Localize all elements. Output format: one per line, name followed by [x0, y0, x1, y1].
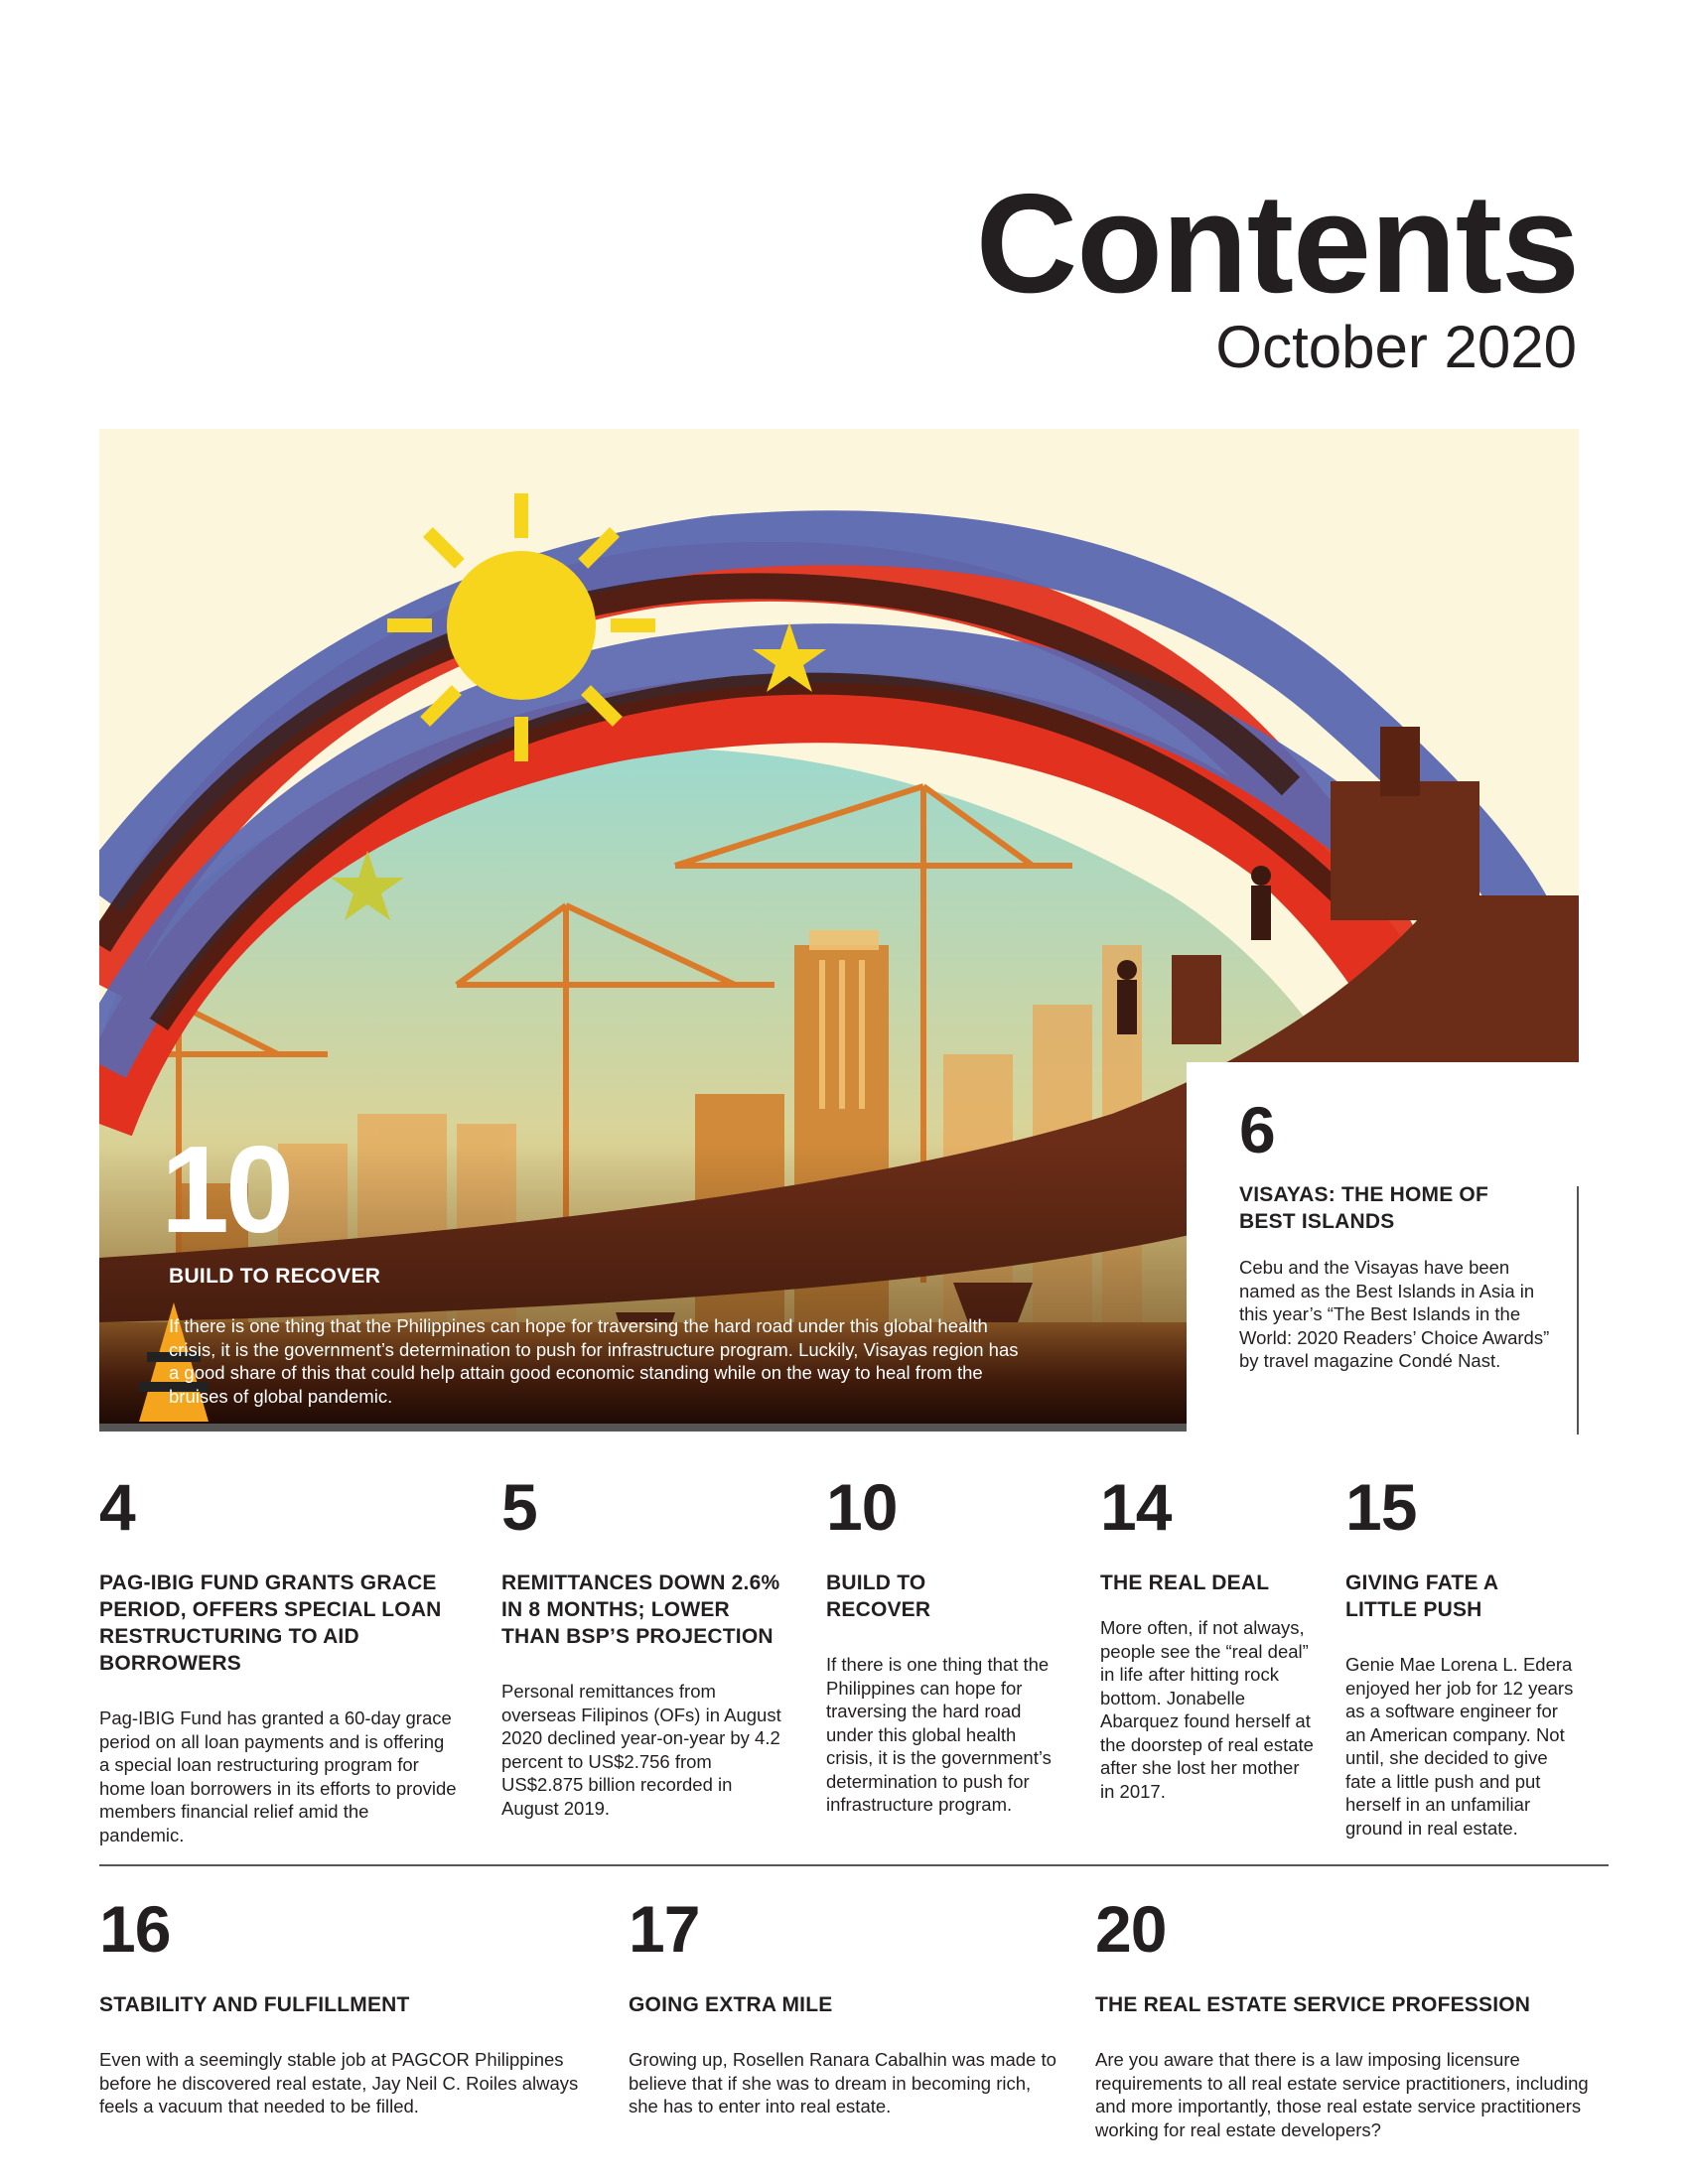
toc-heading: PAG-IBIG FUND GRANTS GRACE PERIOD, OFFERS SPECIAL LOAN RESTRUCTURING TO AID BORROWERS — [99, 1571, 442, 1675]
toc-entry[interactable] — [826, 1470, 1059, 1817]
toc-heading: REMITTANCES DOWN 2.6% IN 8 MONTHS; LOWER THAN BSP’S PROJECTION — [501, 1571, 780, 1648]
toc-page-number: 4 — [99, 1470, 135, 1544]
toc-page-number: 20 — [1095, 1892, 1167, 1966]
toc-page-number: 5 — [501, 1470, 537, 1544]
toc-heading: THE REAL ESTATE SERVICE PROFESSION — [1095, 1993, 1531, 2016]
toc-heading: STABILITY AND FULFILLMENT — [99, 1993, 410, 2016]
toc-heading: GIVING FATE A LITTLE PUSH — [1345, 1571, 1498, 1621]
toc-entry[interactable] — [1345, 1470, 1579, 1840]
toc-summary: Genie Mae Lorena L. Edera enjoyed her job for 12 years as a software engineer for an American company. Not until, she decided to give fate a little push and put herself in an unfamiliar ground in real estate. — [1345, 1654, 1574, 1839]
toc-summary: Personal remittances from overseas Filipinos (OFs) in August 2020 declined year-on-year by 4.2 percent to US$2.756 from US$2.875 billion recorded in August 2019. — [501, 1681, 781, 1819]
sidebar-body: Cebu and the Visayas have been named as the Best Islands in Asia in this year’s “The Best Islands in the World: 2020 Readers’ Choice Awards” by travel magazine Condé Nast. — [1239, 1257, 1550, 1371]
toc-page-number: 14 — [1100, 1470, 1172, 1544]
toc-summary: Pag-IBIG Fund has granted a 60-day grace period on all loan payments and is offering a special loan restructuring program for home loan borrowers in its efforts to provide members financial relief amid the pandemic. — [99, 1707, 457, 1845]
toc-entry[interactable] — [99, 1892, 586, 2118]
toc-heading: THE REAL DEAL — [1100, 1571, 1270, 1594]
toc-summary: If there is one thing that the Philippines can hope for traversing the hard road under this global health crisis, it is the government’s determination to push for infrastructure program. — [826, 1654, 1052, 1815]
page-title: Contents — [975, 165, 1579, 323]
toc-entry[interactable] — [629, 1892, 1065, 2118]
hero-heading: BUILD TO RECOVER — [169, 1265, 381, 1288]
toc-entry[interactable] — [99, 1470, 457, 1846]
toc-summary: Even with a seemingly stable job at PAGCOR Philippines before he discovered real estate, Jay Neil C. Roiles always feels a vacuum that needed to be filled. — [99, 2049, 579, 2116]
toc-summary: Growing up, Rosellen Ranara Cabalhin was made to believe that if she was to dream in becoming rich, she has to enter into real estate. — [629, 2049, 1056, 2116]
toc-heading: BUILD TO RECOVER — [826, 1571, 931, 1621]
toc-page-number: 17 — [629, 1892, 700, 1966]
sidebar-page-number: 6 — [1239, 1093, 1275, 1166]
toc-page-number: 16 — [99, 1892, 171, 1966]
toc-entry[interactable] — [1095, 1892, 1602, 2141]
toc-summary: More often, if not always, people see the “real deal” in life after hitting rock bottom. Jonabelle Abarquez found herself at the doorstep of real estate after she lost her mother in 2017. — [1100, 1617, 1314, 1802]
hero-page-number: 10 — [161, 1122, 290, 1259]
sidebar-rule — [1577, 1186, 1579, 1434]
featured-article-box — [1187, 1062, 1579, 1439]
toc-summary: Are you aware that there is a law imposing licensure requirements to all real estate service practitioners, including and more importantly, those real estate service practitioners working for real estate developers? — [1095, 2049, 1589, 2140]
toc-page-number: 10 — [826, 1470, 898, 1544]
toc-heading: GOING EXTRA MILE — [629, 1993, 833, 2016]
toc-entry[interactable] — [1100, 1470, 1319, 1803]
page-subtitle: October 2020 — [1215, 314, 1577, 380]
toc-page-number: 15 — [1345, 1470, 1417, 1544]
hero-body: If there is one thing that the Philippines can hope for traversing the hard road under this global health crisis, it is the government’s determination to push for infrastructure program. Luckily, Visayas region has a good share of this that could help attain good economic standing while on the way to heal from the bruises of global pandemic. — [169, 1315, 1019, 1407]
toc-entry[interactable] — [501, 1470, 784, 1820]
section-divider — [99, 1864, 1609, 1866]
sidebar-heading: VISAYAS: THE HOME OF BEST ISLANDS — [1239, 1183, 1488, 1233]
